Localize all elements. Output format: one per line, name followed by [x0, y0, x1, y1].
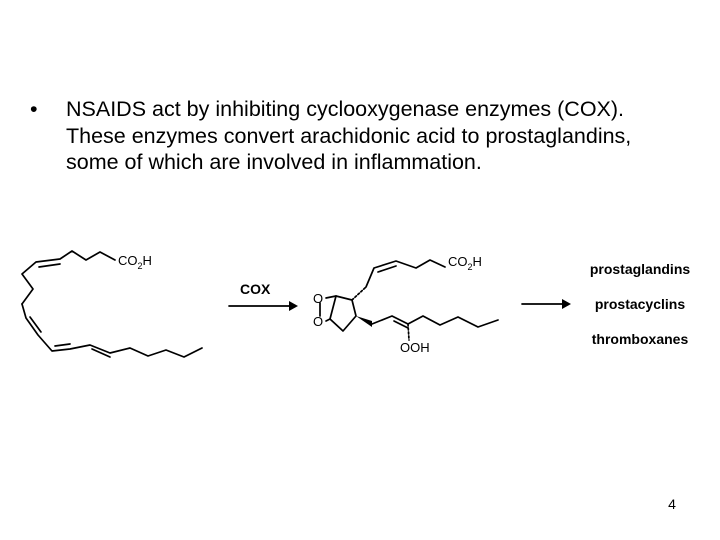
reactant-lower-chain [22, 304, 202, 357]
cox-reaction-arrow [229, 281, 298, 311]
product-prostaglandins: prostaglandins [589, 261, 691, 277]
lower-chain-wedge-bond [356, 316, 372, 327]
reactant-upper-chain [22, 251, 115, 304]
hydroperoxide-stereo-bond [408, 324, 409, 340]
product-arrow [522, 299, 571, 309]
reactant-co2h-label: $CO_2H$ [118, 253, 152, 271]
reactant-lower-double-bond-2 [55, 344, 70, 346]
ring-to-o-bottom-bond [326, 319, 330, 321]
intermediate-co2h-label: $CO_2H$ [448, 254, 482, 272]
reaction-arrow-head [289, 301, 298, 311]
reagent-label: COX [240, 281, 271, 297]
peroxide-o-top-label: O [313, 291, 324, 306]
hydroperoxide-label: OOH [400, 340, 430, 355]
bullet-text: NSAIDS act by inhibiting cyclooxygenase enzymes (COX). These enzymes convert arachidonic acid to prostaglandins, some of which are involved in inflammation. [66, 97, 632, 174]
reactant-lower-double-bond-1 [30, 317, 41, 332]
cyclopentane-ring [330, 296, 356, 331]
intermediate-structure [313, 254, 498, 355]
product-list [570, 258, 710, 363]
upper-side-chain [366, 260, 445, 287]
reactant-upper-double-bond [39, 264, 60, 267]
bullet-marker: • [30, 97, 38, 121]
product-thromboxanes: thromboxanes [591, 331, 689, 347]
upper-chain-stereo-bond [352, 287, 366, 300]
upper-side-double-bond [378, 266, 396, 272]
peroxide-o-bottom-label: O [313, 314, 324, 329]
ring-to-o-top-bond [326, 296, 336, 298]
page-number: 4 [668, 496, 676, 512]
product-prostacyclins: prostacyclins [594, 296, 686, 312]
arachidonic-acid-structure [22, 251, 202, 357]
lower-side-chain [372, 316, 498, 327]
